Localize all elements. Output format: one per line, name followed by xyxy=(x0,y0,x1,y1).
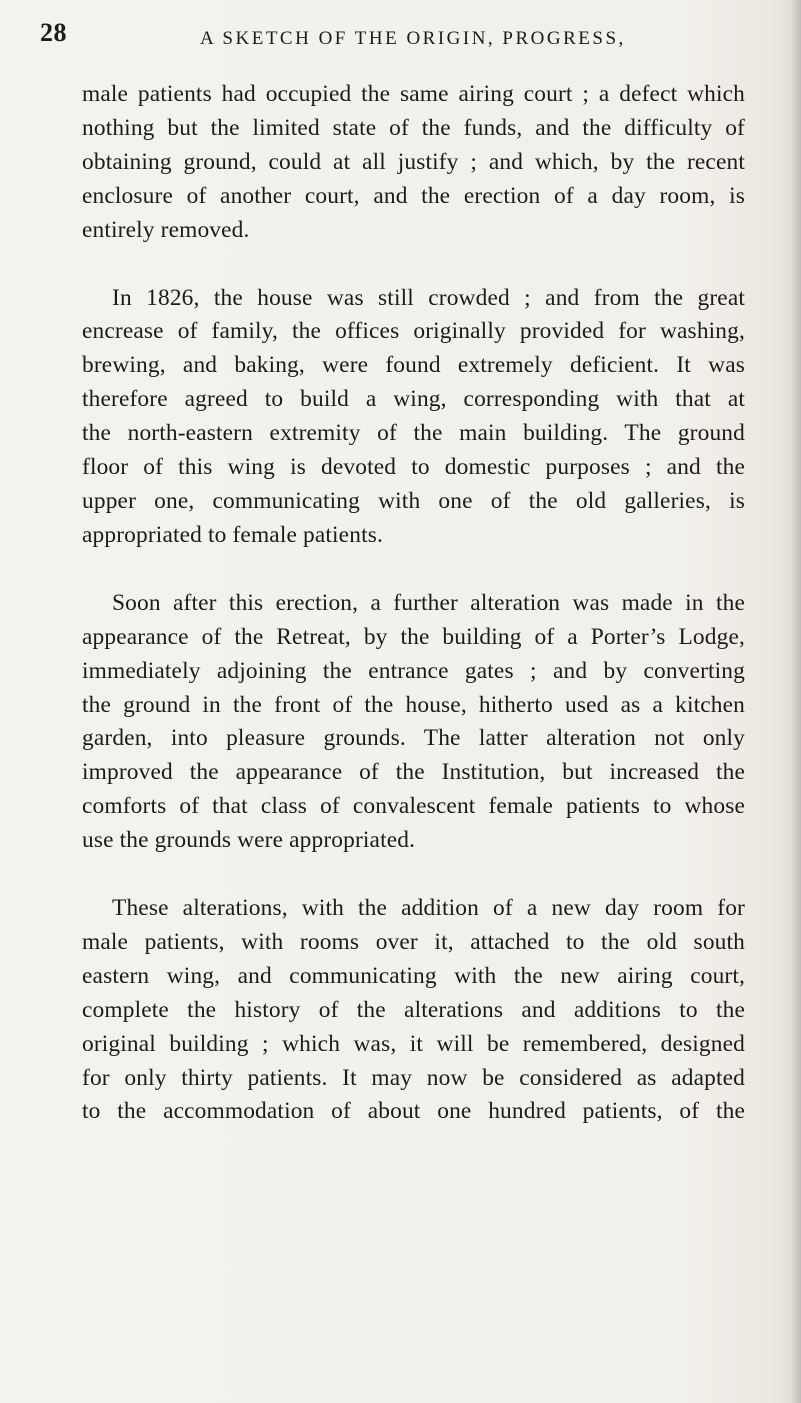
page-number: 28 xyxy=(40,18,67,47)
page-edge-shadow xyxy=(791,0,801,1403)
text-line: obtaining ground, could at all justify ; and which, by the recent xyxy=(82,148,745,175)
text-line: original building ; which was, it will be remembered, designed xyxy=(82,1030,745,1057)
text-line: upper one, communicating with one of the old galleries, is xyxy=(82,487,745,514)
text-line: nothing but the limited state of the funds, and the difficulty of xyxy=(82,114,745,141)
text-line: to the accommodation of about one hundred patients, of the xyxy=(82,1098,745,1125)
text-line: eastern wing, and communicating with the new airing court, xyxy=(82,962,745,989)
body-text xyxy=(82,78,745,1129)
text-line: improved the appearance of the Institution, but increased the xyxy=(82,759,745,786)
text-line: appropriated to female patients. xyxy=(82,521,383,548)
text-line: These alterations, with the addition of a new day room for xyxy=(112,895,745,922)
text-line: use the grounds were appropriated. xyxy=(82,827,416,854)
paragraph-2 xyxy=(82,282,745,553)
text-line: brewing, and baking, were found extremely deficient. It was xyxy=(82,352,745,379)
running-head: A SKETCH OF THE ORIGIN, PROGRESS, xyxy=(200,28,626,49)
text-line: male patients had occupied the same airing court ; a defect which xyxy=(82,81,745,107)
paragraph-4 xyxy=(82,892,745,1129)
paragraph-3 xyxy=(82,587,745,858)
text-line: for only thirty patients. It may now be considered as adapted xyxy=(82,1064,745,1091)
text-line: the north-eastern extremity of the main building. The ground xyxy=(82,420,745,447)
text-line: complete the history of the alterations and additions to the xyxy=(82,996,745,1023)
text-line: therefore agreed to build a wing, corresponding with that at xyxy=(82,386,745,413)
text-line: male patients, with rooms over it, attached to the old south xyxy=(82,928,745,955)
text-line: encrease of family, the offices originally provided for washing, xyxy=(82,318,745,345)
page-header xyxy=(40,18,780,58)
text-line: enclosure of another court, and the erection of a day room, is xyxy=(82,182,745,209)
text-line: comforts of that class of convalescent female patients to whose xyxy=(82,793,745,820)
text-line: appearance of the Retreat, by the building of a Porter’s Lodge, xyxy=(82,623,745,650)
text-line: entirely removed. xyxy=(82,216,250,243)
text-line: In 1826, the house was still crowded ; and from the great xyxy=(112,284,745,311)
text-line: Soon after this erection, a further alteration was made in the xyxy=(112,589,745,616)
text-line: garden, into pleasure grounds. The latter alteration not only xyxy=(82,725,745,752)
text-line: the ground in the front of the house, hitherto used as a kitchen xyxy=(82,691,745,718)
text-line: floor of this wing is devoted to domestic purposes ; and the xyxy=(82,454,745,481)
text-line: immediately adjoining the entrance gates ; and by converting xyxy=(82,657,745,684)
paragraph-1 xyxy=(82,78,745,248)
